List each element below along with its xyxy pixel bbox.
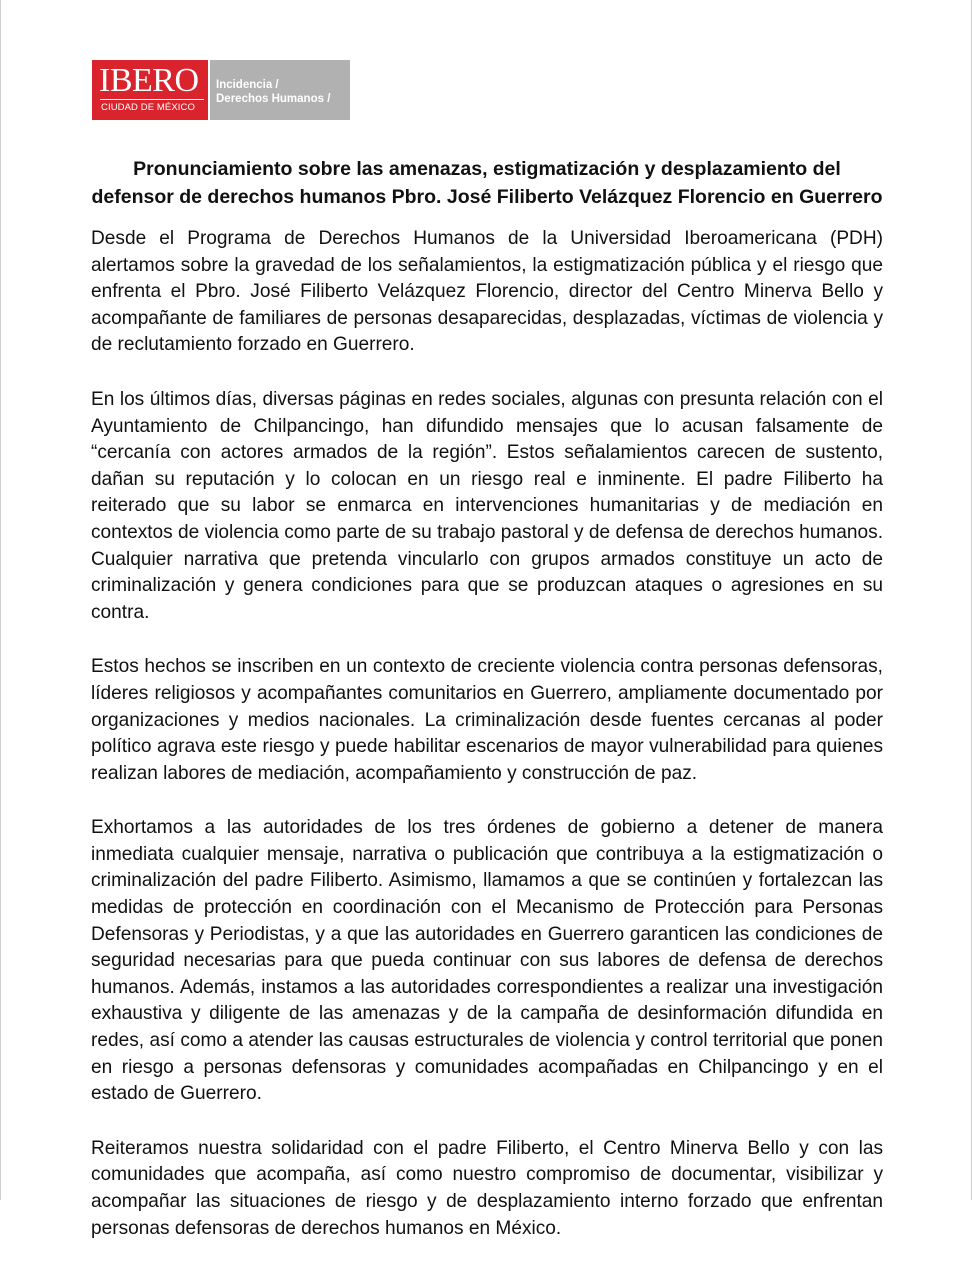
logo-subtitle: CIUDAD DE MÉXICO [101, 102, 195, 113]
paragraph-1: Desde el Programa de Derechos Humanos de la Universidad Iberoamericana (PDH) alertamos sobre la gravedad de los señalamientos, la estigmatización pública y el riesgo que enfrenta el Pbro. José Filiberto Velázquez Florencio, director del Centro Minerva Bello y acompañante de familiares de personas desaparecidas, desplazadas, víctimas de violencia y de reclutamiento forzado en Guerrero. [91, 228, 883, 356]
ibero-logo [92, 60, 350, 120]
logo-tag-line-1: Incidencia / [216, 79, 279, 91]
paragraph-4: Exhortamos a las autoridades de los tres órdenes de gobierno a detener de manera inmediata cualquier mensaje, narrativa o publicación que contribuya a la estigmatización o criminalización del padre Filiberto. Asimismo, llamamos a que se continúen y fortalezcan las medidas de protección en coordinación con el Mecanismo de Protección para Personas Defensoras y Periodistas, y a que las autoridades en Guerrero garanticen las condiciones de seguridad necesarias para que pueda continuar con sus labores de defensa de derechos humanos. Además, instamos a las autoridades correspondientes a realizar una investigación exhaustiva y diligente de las amenazas y de la campaña de desinformación difundida en redes, así como a atender las causas estructurales de violencia y control territorial que ponen en riesgo a personas defensoras y comunidades acompañadas en Chilpancingo y en el estado de Guerrero. [91, 817, 883, 1105]
paragraph-2: En los últimos días, diversas páginas en redes sociales, algunas con presunta relación con el Ayuntamiento de Chilpancingo, han difundido mensajes que lo acusan falsamente de “cercanía con actores armados de la región”. Estos señalamientos carecen de sustento, dañan su reputación y lo colocan en un riesgo real e inminente. El padre Filiberto ha reiterado que su labor se enmarca en intervenciones humanitarias y de mediación en contextos de violencia como parte de su trabajo pastoral y de defensa de derechos humanos. Cualquier narrativa que pretenda vincularlo con grupos armados constituye un acto de criminalización y genera condiciones para que se produzcan ataques o agresiones en su contra. [91, 388, 883, 623]
document-title: Pronunciamiento sobre las amenazas, estigmatización y desplazamiento del defensor de derechos humanos Pbro. José Filiberto Velázquez Florencio en Guerrero [91, 158, 883, 208]
logo-wordmark: IBERO [99, 62, 199, 99]
logo-rule [100, 99, 204, 100]
logo-tag-block [210, 60, 350, 120]
paragraph-5: Reiteramos nuestra solidaridad con el padre Filiberto, el Centro Minerva Bello y con las comunidades que acompaña, así como nuestro compromiso de documentar, visibilizar y acompañar las situaciones de riesgo y de desplazamiento interno forzado que enfrentan personas defensoras de derechos humanos en México. [91, 1137, 883, 1239]
document-body [91, 226, 883, 1270]
logo-red-block [92, 60, 208, 120]
paragraph-3: Estos hechos se inscriben en un contexto de creciente violencia contra personas defensoras, líderes religiosos y acompañantes comunitarios en Guerrero, ampliamente documentado por organizaciones y medios nacionales. La criminalización desde fuentes cercanas al poder político agrava este riesgo y puede habilitar escenarios de mayor vulnerabilidad para quienes realizan labores de mediación, acompañamiento y construcción de paz. [91, 656, 883, 784]
logo-tag-line-2: Derechos Humanos / [216, 93, 331, 105]
